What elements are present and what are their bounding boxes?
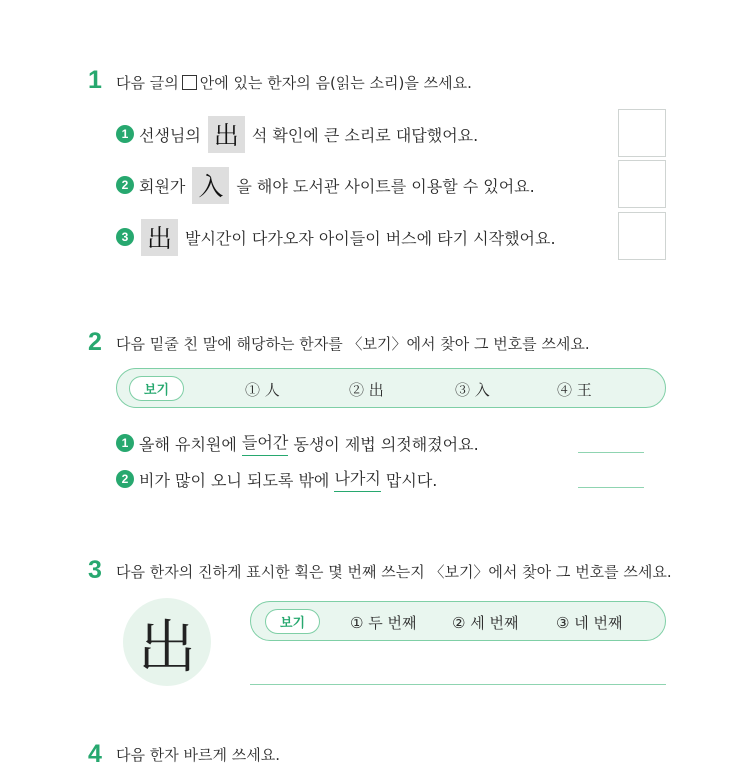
q1-instruction: [116, 72, 472, 93]
q1-instruction-before: 다음 글의: [116, 74, 179, 92]
answer-line-3[interactable]: [250, 684, 666, 685]
item-text-before: 올해 유치원에: [139, 434, 242, 454]
item-number-badge: 2: [116, 176, 134, 194]
q1-item-3: [116, 217, 556, 257]
answer-line-2[interactable]: [578, 487, 644, 488]
hanja-box: 入: [192, 167, 229, 204]
bogi-label: 보기: [265, 609, 320, 634]
q3-option-2: ② 세 번째: [452, 614, 519, 632]
item-text-after: 맙시다.: [380, 470, 438, 490]
item-number-badge: 2: [116, 470, 134, 488]
q3-option-3: ③ 네 번째: [556, 614, 623, 632]
q2-item-1: [116, 423, 479, 463]
q1-number: 1: [88, 66, 102, 94]
square-icon: [182, 75, 197, 90]
q3-hanja-circle: 出: [123, 598, 211, 686]
q1-instruction-after: 안에 있는 한자의 음(읽는 소리)을 쓰세요.: [199, 74, 472, 92]
q3-instruction: 다음 한자의 진하게 표시한 획은 몇 번째 쓰는지 〈보기〉에서 찾아 그 번호를 쓰세요.: [116, 563, 672, 581]
answer-box-3[interactable]: [618, 212, 666, 260]
underlined-word: 나가지: [334, 466, 380, 492]
item-text-after: 발시간이 다가오자 아이들이 버스에 타기 시작했어요.: [185, 228, 556, 248]
item-text-after: 동생이 제법 의젓해졌어요.: [288, 434, 479, 454]
q2-item-2: [116, 459, 437, 499]
item-number-badge: 3: [116, 228, 134, 246]
q1-item-1: [116, 114, 478, 154]
answer-box-1[interactable]: [618, 109, 666, 157]
item-text-before: 비가 많이 오니 되도록 밖에: [139, 470, 335, 490]
q3-option-1: ① 두 번째: [350, 614, 417, 632]
hanja-box: 出: [141, 219, 178, 256]
item-text-before: 회원가: [139, 176, 186, 196]
answer-line-1[interactable]: [578, 452, 644, 453]
q3-number: 3: [88, 556, 102, 584]
q2-option-4: ④ 王: [557, 381, 592, 399]
q2-option-3: ③ 入: [455, 381, 490, 399]
q4-instruction: 다음 한자 바르게 쓰세요.: [116, 746, 280, 764]
answer-box-2[interactable]: [618, 160, 666, 208]
q2-number: 2: [88, 328, 102, 356]
bogi-label: 보기: [129, 376, 184, 401]
item-text-before: 선생님의: [139, 125, 201, 145]
q2-instruction: 다음 밑줄 친 말에 해당하는 한자를 〈보기〉에서 찾아 그 번호를 쓰세요.: [116, 335, 590, 353]
underlined-word: 들어간: [242, 430, 288, 456]
item-number-badge: 1: [116, 125, 134, 143]
q2-option-2: ② 出: [349, 381, 384, 399]
q1-item-2: [116, 165, 535, 205]
hanja-box: 出: [208, 116, 245, 153]
item-number-badge: 1: [116, 434, 134, 452]
item-text-after: 석 확인에 큰 소리로 대답했어요.: [251, 125, 479, 145]
q2-option-1: ① 人: [245, 381, 280, 399]
q4-number: 4: [88, 740, 102, 768]
item-text-after: 을 해야 도서관 사이트를 이용할 수 있어요.: [236, 176, 535, 196]
